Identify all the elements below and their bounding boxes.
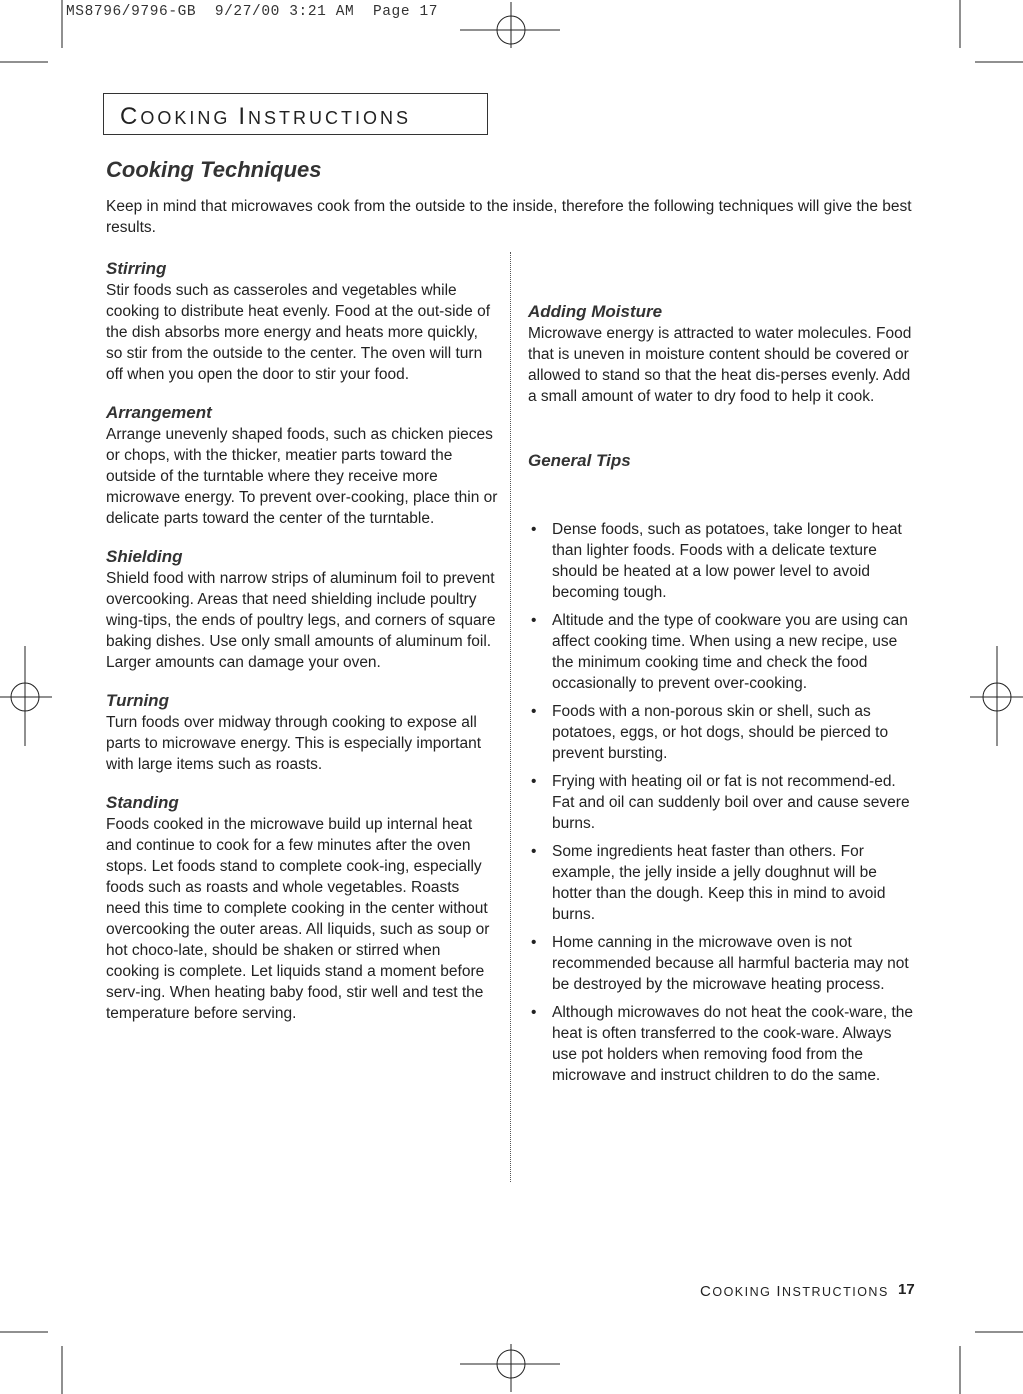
section-shielding	[106, 546, 498, 673]
left-column	[106, 258, 498, 1041]
intro-paragraph: Keep in mind that microwaves cook from the outside to the inside, therefore the following techniques will give the best results.	[106, 198, 912, 236]
list-item: • Foods with a non-porous skin or shell, such as potatoes, eggs, or hot dogs, should be pierced to prevent bursting.	[528, 701, 920, 764]
section-body: Stir foods such as casseroles and vegetables while cooking to distribute heat evenly. Food at the out-side of the dish absorbs more energy and heats more quickly, so stir from the outside to the center. The oven will turn off when you open the door to stir your food.	[106, 282, 491, 383]
section-standing	[106, 792, 498, 1024]
section-heading: Arrangement	[106, 403, 212, 422]
section-heading: Standing	[106, 793, 179, 812]
section-turning	[106, 690, 498, 775]
section-arrangement	[106, 402, 498, 529]
general-tips-list	[528, 519, 920, 1086]
list-item: • Although microwaves do not heat the cook-ware, the heat is often transferred to the cook-ware. Always use pot holders when removing food from the microwave and instruct children to do the same.	[528, 1002, 920, 1086]
section-body: Microwave energy is attracted to water molecules. Food that is uneven in moisture content should be covered or allowed to stand so that the heat dis-perses evenly. Add a small amount of water to dry food to help it cook.	[528, 325, 912, 405]
section-body: Foods cooked in the microwave build up internal heat and continue to cook for a few minutes after the oven stops. Let foods stand to complete cook-ing, especially foods such as roasts and whole vegetables. Roasts need this time to complete cooking in the center without overcooking the outer areas. All liquids, such as soup or hot choco-late, should be shaken or stirred when cooking is complete. Let liquids stand a moment before serv-ing. When heating baby food, stir well and test the temperature before serving.	[106, 816, 490, 1022]
footer-ooking: OOKING	[712, 1285, 777, 1299]
print-slug: MS8796/9796-GB 9/27/00 3:21 AM Page 17	[66, 4, 439, 20]
list-item: • Altitude and the type of cookware you are using can affect cooking time. When using a new recipe, use the minimum cooking time and check the food occasionally to prevent over-cooking.	[528, 610, 920, 694]
section-label-c: C	[120, 103, 141, 130]
section-body: Arrange unevenly shaped foods, such as chicken pieces or chops, with the thicker, meatier parts toward the outside of the turntable where they receive more microwave energy. To prevent over-cooking, place thin or delicate parts toward the center of the turntable.	[106, 426, 498, 527]
footer-c: C	[700, 1283, 713, 1300]
section-heading: Stirring	[106, 259, 167, 278]
section-heading: Shielding	[106, 547, 183, 566]
section-stirring	[106, 258, 498, 385]
column-divider	[510, 252, 511, 1182]
page-number: 17	[898, 1281, 915, 1298]
section-label-i: I	[238, 103, 249, 130]
list-item: • Frying with heating oil or fat is not recommend-ed. Fat and oil can suddenly boil over and cause severe burns.	[528, 771, 920, 834]
section-heading: Turning	[106, 691, 169, 710]
right-column	[528, 301, 920, 1093]
footer-label	[700, 1283, 889, 1300]
list-item: • Dense foods, such as potatoes, take longer to heat than lighter foods. Foods with a delicate texture should be heated at a low power level to avoid becoming tough.	[528, 519, 920, 603]
section-adding-moisture	[528, 301, 920, 407]
section-body: Turn foods over midway through cooking to expose all parts to microwave energy. This is especially important with large items such as roasts.	[106, 714, 482, 773]
section-label-nstructions: NSTRUCTIONS	[248, 108, 412, 128]
section-label-ooking: OOKING	[140, 108, 231, 128]
footer-i: I	[776, 1283, 782, 1300]
section-body: Shield food with narrow strips of aluminum foil to prevent overcooking. Areas that need shielding include poultry wing-tips, the ends of poultry legs, and corners of square baking dishes. Use only small amounts of aluminum foil. Larger amounts can damage your oven.	[106, 570, 496, 671]
general-tips-heading: General Tips	[528, 451, 631, 470]
list-item: • Some ingredients heat faster than others. For example, the jelly inside a jelly doughnut will be hotter than the dough. Keep this in mind to avoid burns.	[528, 841, 920, 925]
footer-nstructions: NSTRUCTIONS	[782, 1285, 889, 1299]
section-heading: Adding Moisture	[528, 302, 663, 321]
page-title: Cooking Techniques	[106, 157, 322, 182]
list-item: • Home canning in the microwave oven is not recommended because all harmful bacteria may not be destroyed by the microwave heating process.	[528, 932, 920, 995]
section-label	[103, 93, 488, 135]
